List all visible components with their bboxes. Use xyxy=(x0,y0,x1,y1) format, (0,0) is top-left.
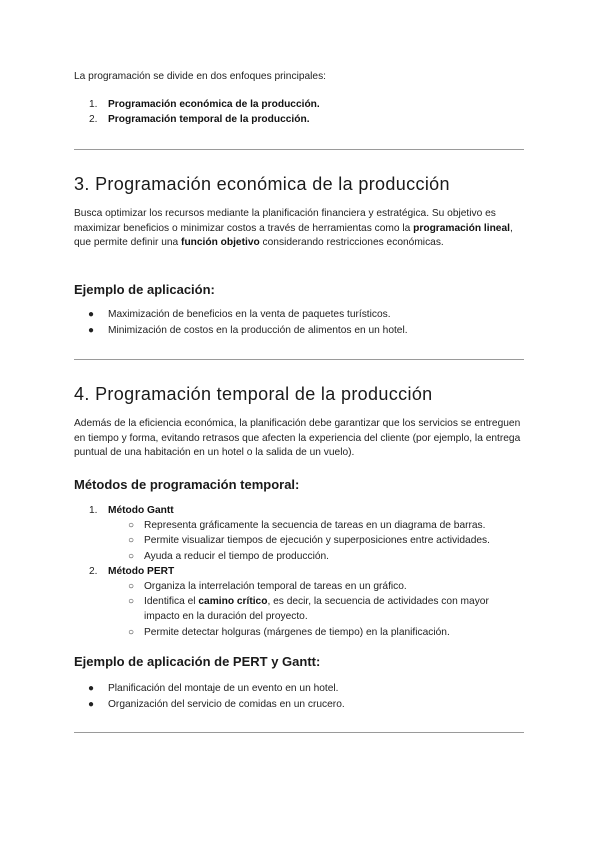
section-4-example-heading: Ejemplo de aplicación de PERT y Gantt: xyxy=(74,654,321,669)
intro-text: La programación se divide en dos enfoques principales: xyxy=(74,71,327,82)
list-item xyxy=(74,97,526,112)
bullet-icon: ● xyxy=(88,309,95,320)
method-gantt xyxy=(74,503,526,518)
list-item-text: Planificación del montaje de un evento en un hotel. xyxy=(108,683,339,694)
paragraph-text: Busca optimizar los recursos mediante la planificación financiera y estratégica. Su objetivo es maximizar beneficios o minimizar costos a través de herramientas como la xyxy=(74,208,496,234)
section-3-heading: 3. Programación económica de la producción xyxy=(74,174,450,194)
divider xyxy=(74,149,524,150)
list-item xyxy=(74,112,526,127)
list-item-text: , es decir, la secuencia de actividades con mayor impacto en la duración del proyecto. xyxy=(144,596,489,623)
sub-list-item xyxy=(74,579,526,594)
pert-sublist-container xyxy=(74,579,526,640)
section-4-heading: 4. Programación temporal de la producción xyxy=(74,384,433,404)
list-item-text: Minimización de costos en la producción de alimentos en un hotel. xyxy=(108,324,408,336)
approaches-list xyxy=(74,97,526,127)
methods-heading: Métodos de programación temporal: xyxy=(74,477,300,492)
sub-list-item xyxy=(74,533,526,548)
method-pert xyxy=(74,564,526,579)
list-item-text: Identifica el xyxy=(144,596,199,608)
section-3-example-heading: Ejemplo de aplicación: xyxy=(74,282,215,297)
sub-list-item xyxy=(74,549,526,564)
list-item xyxy=(74,307,526,323)
gantt-sublist-container xyxy=(74,518,526,564)
paragraph-text: considerando restricciones económicas. xyxy=(259,237,444,248)
list-item-text: Organiza la interrelación temporal de tareas en un gráfico. xyxy=(144,580,407,592)
method-title: Método PERT xyxy=(108,565,175,577)
gantt-sublist xyxy=(74,518,526,564)
bold-term: camino crítico xyxy=(198,596,268,608)
list-item xyxy=(74,681,526,697)
list-number: 2. xyxy=(89,565,98,577)
list-item-text: Representa gráficamente la secuencia de tareas en un diagrama de barras. xyxy=(144,520,486,531)
list-item-text: Permite visualizar tiempos de ejecución y superposiciones entre actividades. xyxy=(144,535,490,547)
section-4-paragraph: Además de la eficiencia económica, la planificación debe garantizar que los servicios se entreguen en tiempo y forma, evitando retrasos que afecten la experiencia del cliente (por ejemplo, la entrega puntual de una habitación en un hotel o la salida de un vuelo). xyxy=(74,418,521,458)
list-item-text: Maximización de beneficios en la venta de paquetes turísticos. xyxy=(108,309,391,320)
hollow-bullet-icon: ○ xyxy=(128,520,135,531)
list-item-text: Ayuda a reducir el tiempo de producción. xyxy=(144,550,329,562)
hollow-bullet-icon: ○ xyxy=(128,596,135,608)
section-4-examples xyxy=(74,681,526,712)
list-item xyxy=(74,323,526,339)
paragraph-text: , que permite definir una xyxy=(74,222,513,248)
bullet-icon: ● xyxy=(88,698,95,710)
list-item-text: Organización del servicio de comidas en un crucero. xyxy=(108,698,345,710)
bullet-icon: ● xyxy=(88,324,95,336)
sub-list-item xyxy=(74,625,526,640)
pert-sublist xyxy=(74,579,526,640)
list-item-text: Programación económica de la producción. xyxy=(108,99,320,110)
divider xyxy=(74,732,524,733)
section-3-examples xyxy=(74,307,526,338)
bold-term: función objetivo xyxy=(181,237,260,248)
list-item xyxy=(74,697,526,713)
hollow-bullet-icon: ○ xyxy=(128,626,135,638)
list-number: 2. xyxy=(89,114,98,125)
divider xyxy=(74,359,524,360)
list-item-text: Permite detectar holguras (márgenes de tiempo) en la planificación. xyxy=(144,626,450,638)
hollow-bullet-icon: ○ xyxy=(128,580,135,592)
methods-list xyxy=(74,503,526,640)
hollow-bullet-icon: ○ xyxy=(128,535,135,547)
hollow-bullet-icon: ○ xyxy=(128,550,135,562)
list-item-text: Programación temporal de la producción. xyxy=(108,114,310,125)
method-title: Método Gantt xyxy=(108,505,174,516)
list-number: 1. xyxy=(89,505,98,516)
sub-list-item xyxy=(74,594,526,625)
sub-list-item xyxy=(74,518,526,533)
list-number: 1. xyxy=(89,99,98,110)
bold-term: programación lineal xyxy=(413,222,510,234)
bullet-icon: ● xyxy=(88,683,95,694)
section-3-paragraph xyxy=(74,207,526,251)
